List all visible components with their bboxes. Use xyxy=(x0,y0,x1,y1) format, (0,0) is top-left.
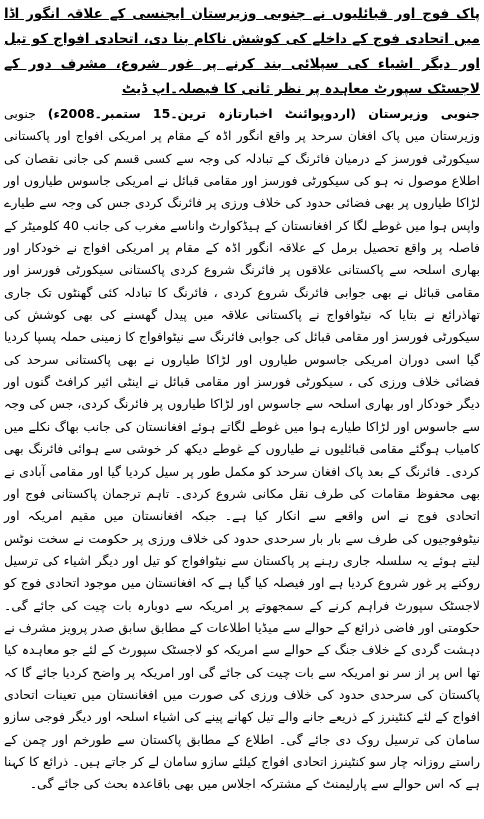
article-body xyxy=(4,102,480,796)
headline-text: پاک فوج اور قبائلیوں نے جنوبی وزیرستان ایجنسی کے علاقہ انگور اڈا میں اتحادی فوج کے داخلے کی کوشش ناکام بنا دی، اتحادی افواج کو تیل اور دیگر اشیاء کی سپلائی بند کرنے پر غور شروع، مشرف دور کے لاجسٹک سپورٹ معاہدہ پر نظر ثانی کا فیصلہ۔اپ ڈیٹ xyxy=(4,6,480,97)
article-body-text: جنوبی وزیرستان میں پاک افغان سرحد پر واقع انگور اڈہ کے مقام پر امریکی افواج اور پاکستانی سیکورٹی فورسز کے درمیان فائرنگ کے تبادلہ کی وجہ سے کسی قسم کی جانی نقصان کی اطلاع موصول نہ ہو کی سیکورٹی فورسز اور مقامی قبائل نے امریکی جاسوس طیاروں اور لڑاکا طیاروں پر بھی فضائی حدود کی خلاف ورزی پر فائرنگ کردی جس کی وجہ سے طیارے واپس ہوا میں غوطے لگا کر افغانستان کے ہیڈکوارٹ واناسے مغرب کی جانب 40 کلومیٹر کے فاصلہ پر واقع تحصیل برمل کے علاقہ انگور اڈہ کے مقام پر امریکی افواج نے خودکار اور بھاری اسلحہ سے پاکستانی علاقوں پر فائرنگ شروع کردی پاکستانی سیکورٹی فورسز اور مقامی قبائل نے بھی جوابی فائرنگ شروع کردی ، فائرنگ کا تبادلہ کئی گھنٹوں تک جاری تھاذرائع نے بتایا کہ نیٹوافواج نے پاکستانی علاقہ میں پیدل گھسنے کی بھی کوشش کی سیکورٹی فورسز اور مقامی قبائل کی جوابی فائرنگ سے نیٹوافواج کا زمینی حملہ پسپا کردیا گیا اسی دوران امریکی جاسوس طیاروں اور لڑاکا طیاروں نے بھی پاکستانی سرحد کی فضائی خلاف ورزی کی ، سیکورٹی فورسز اور مقامی قبائل نے اینٹی ائیر کرافٹ گنوں اور دیگر خودکار اور بھاری اسلحہ سے جاسوس اور لڑاکا طیاروں پر فائرنگ کردی، جس کی وجہ سے جاسوس اور لڑاکا طیارے ہوا میں غوطے لگاتے ہوئے افغانستان کی جانب بھاگ نکلے میں کامیاب ہوگئے مقامی قبائلیوں نے طیاروں کے غوطے دیکھ کر خوشی سے ہوائی فائرنگ بھی کردی۔ فائرنگ کے بعد پاک افغان سرحد کو مکمل طور پر سیل کردیا گیا اور مقامی آبادی نے بھی محفوظ مقامات کی طرف نقل مکانی شروع کردی۔ تاہم ترجمان پاکستانی فوج اور اتحادی فوج نے اس واقعے سے انکار کیا ہے۔ جبکہ افغانستان میں مقیم امریکہ اور نیٹوفوجیوں کی طرف سے بار بار سرحدی حدود کی خلاف ورزی پر حکومت نے سخت نوٹس لیتے ہوئے یہ سلسلہ جاری رہنے پر پاکستان سے نیٹوافواج کو تیل اور دیگر اشیاء کی ترسیل روکنے پر غور شروع کردیا ہے اور فیصلہ کیا گیا ہے کہ افغانستان میں موجود اتحادی فوج کو لاجسٹک سپورٹ فراہم کرنے کے سمجھوتے پر امریکہ سے دوبارہ بات چیت کی جائے گی۔ حکومتی اور فاضی ذرائع کے حوالے سے میڈیا اطلاعات کے مطابق سابق صدر پرویز مشرف نے دہشت گردی کے خلاف جنگ کے حوالے سے امریکہ کو لاجسٹک سپورٹ کے لئے جو معاہدہ کیا تھا اس پر از سر نو امریکہ سے بات چیت کی جائے گی اور امریکہ پر واضح کردیا جائے گا کہ پاکستان کی سرحدی حدود کی خلاف ورزی کی صورت میں افغانستان میں تعینات اتحادی افواج کے لئے کنٹینرز کے ذریعے جانے والے تیل کھانے پینے کی اشیاء اسلحہ اور دیگر فوجی سازو سامان کی ترسیل روک دی جائے گی۔ اطلاع کے مطابق پاکستان سے طورخم اور چمن کے راستے روزانہ چار سو کنٹینرز اتحادی افواج کیلئے سازو سامان لے کر جاتے ہیں۔ ذرائع کا کہنا ہے کہ اس حوالے سے پارلیمنٹ کے مشترکہ اجلاس میں بھی باقاعدہ بحث کی جائے گی۔ xyxy=(4,106,481,792)
article-headline xyxy=(4,2,480,102)
article-dateline: جنوبی وزیرستان (اردوپوائنٹ اخبارتازہ ترین۔15 ستمبر۔2008ء) xyxy=(47,106,480,121)
